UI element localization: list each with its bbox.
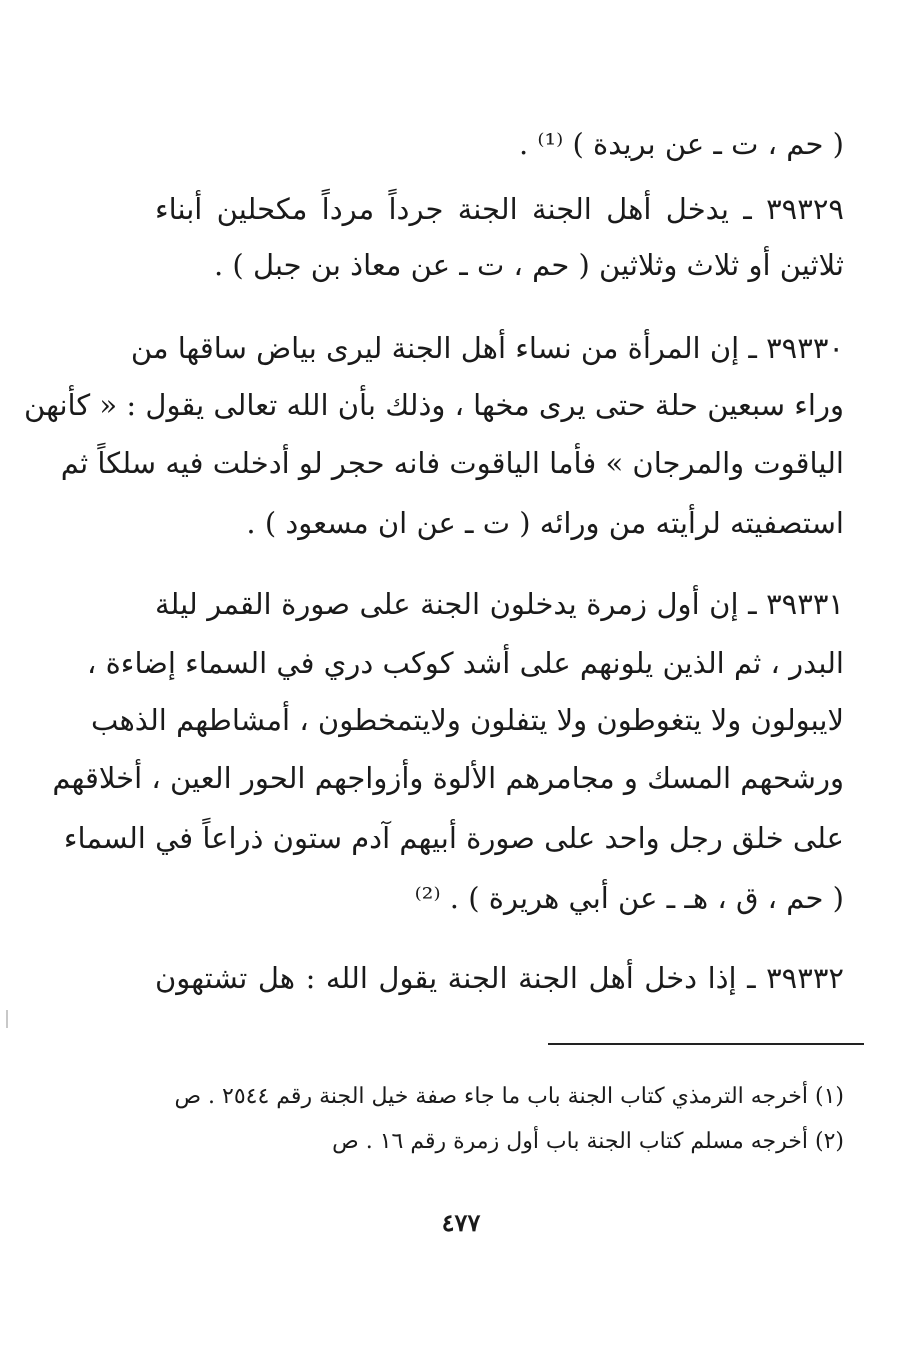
scan-margin-mark — [6, 1010, 8, 1028]
text-line-5: وراء سبعين حلة حتى يرى مخها ، وذلك بأن الله تعالى يقول : « كأنهن — [24, 388, 844, 422]
text-line-9: البدر ، ثم الذين يلونهم على أشد كوكب دري في السماء إضاءة ، — [87, 646, 844, 680]
text-line-4: ٣٩٣٣٠ ـ إن المرأة من نساء أهل الجنة ليرى بياض ساقها من — [130, 331, 844, 365]
text-line-3: ثلاثين أو ثلاث وثلاثين ( حم ، ت ـ عن معاذ بن جبل ) . — [213, 248, 844, 282]
text-line-7: استصفيته لرأيته من ورائه ( ت ـ عن ان مسعود ) . — [246, 506, 844, 540]
footnote-1: (١) أخرجه الترمذي كتاب الجنة باب ما جاء صفة خيل الجنة رقم ٢٥٤٤ . ص — [174, 1084, 844, 1109]
page-number: ٤٧٧ — [441, 1208, 481, 1237]
text-line-2: ٣٩٣٢٩ ـ يدخل أهل الجنة الجنة جرداً مرداً مكحلين أبناء — [155, 192, 844, 226]
text-line-13: ( حم ، ق ، هـ ـ عن أبي هريرة ) . ⁽²⁾ — [414, 881, 844, 915]
footnote-divider — [548, 1043, 864, 1045]
text-line-14: ٣٩٣٣٢ ـ إذا دخل أهل الجنة الجنة يقول الله : هل تشتهون — [155, 961, 844, 995]
text-line-12: على خلق رجل واحد على صورة أبيهم آدم ستون ذراعاً في السماء — [63, 821, 844, 855]
text-line-10: لايبولون ولا يتغوطون ولا يتفلون ولايتمخطون ، أمشاطهم الذهب — [90, 703, 844, 737]
text-line-6: الياقوت والمرجان » فأما الياقوت فانه حجر لو أدخلت فيه سلكاً ثم — [60, 446, 844, 480]
text-line-1: ( حم ، ت ـ عن بريدة ) ⁽¹⁾ . — [518, 127, 844, 161]
footnote-2: (٢) أخرجه مسلم كتاب الجنة باب أول زمرة رقم ١٦ . ص — [332, 1129, 844, 1154]
text-line-11: ورشحهم المسك و مجامرهم الألوة وأزواجهم الحور العين ، أخلاقهم — [52, 761, 844, 795]
text-line-8: ٣٩٣٣١ ـ إن أول زمرة يدخلون الجنة على صورة القمر ليلة — [155, 587, 844, 621]
